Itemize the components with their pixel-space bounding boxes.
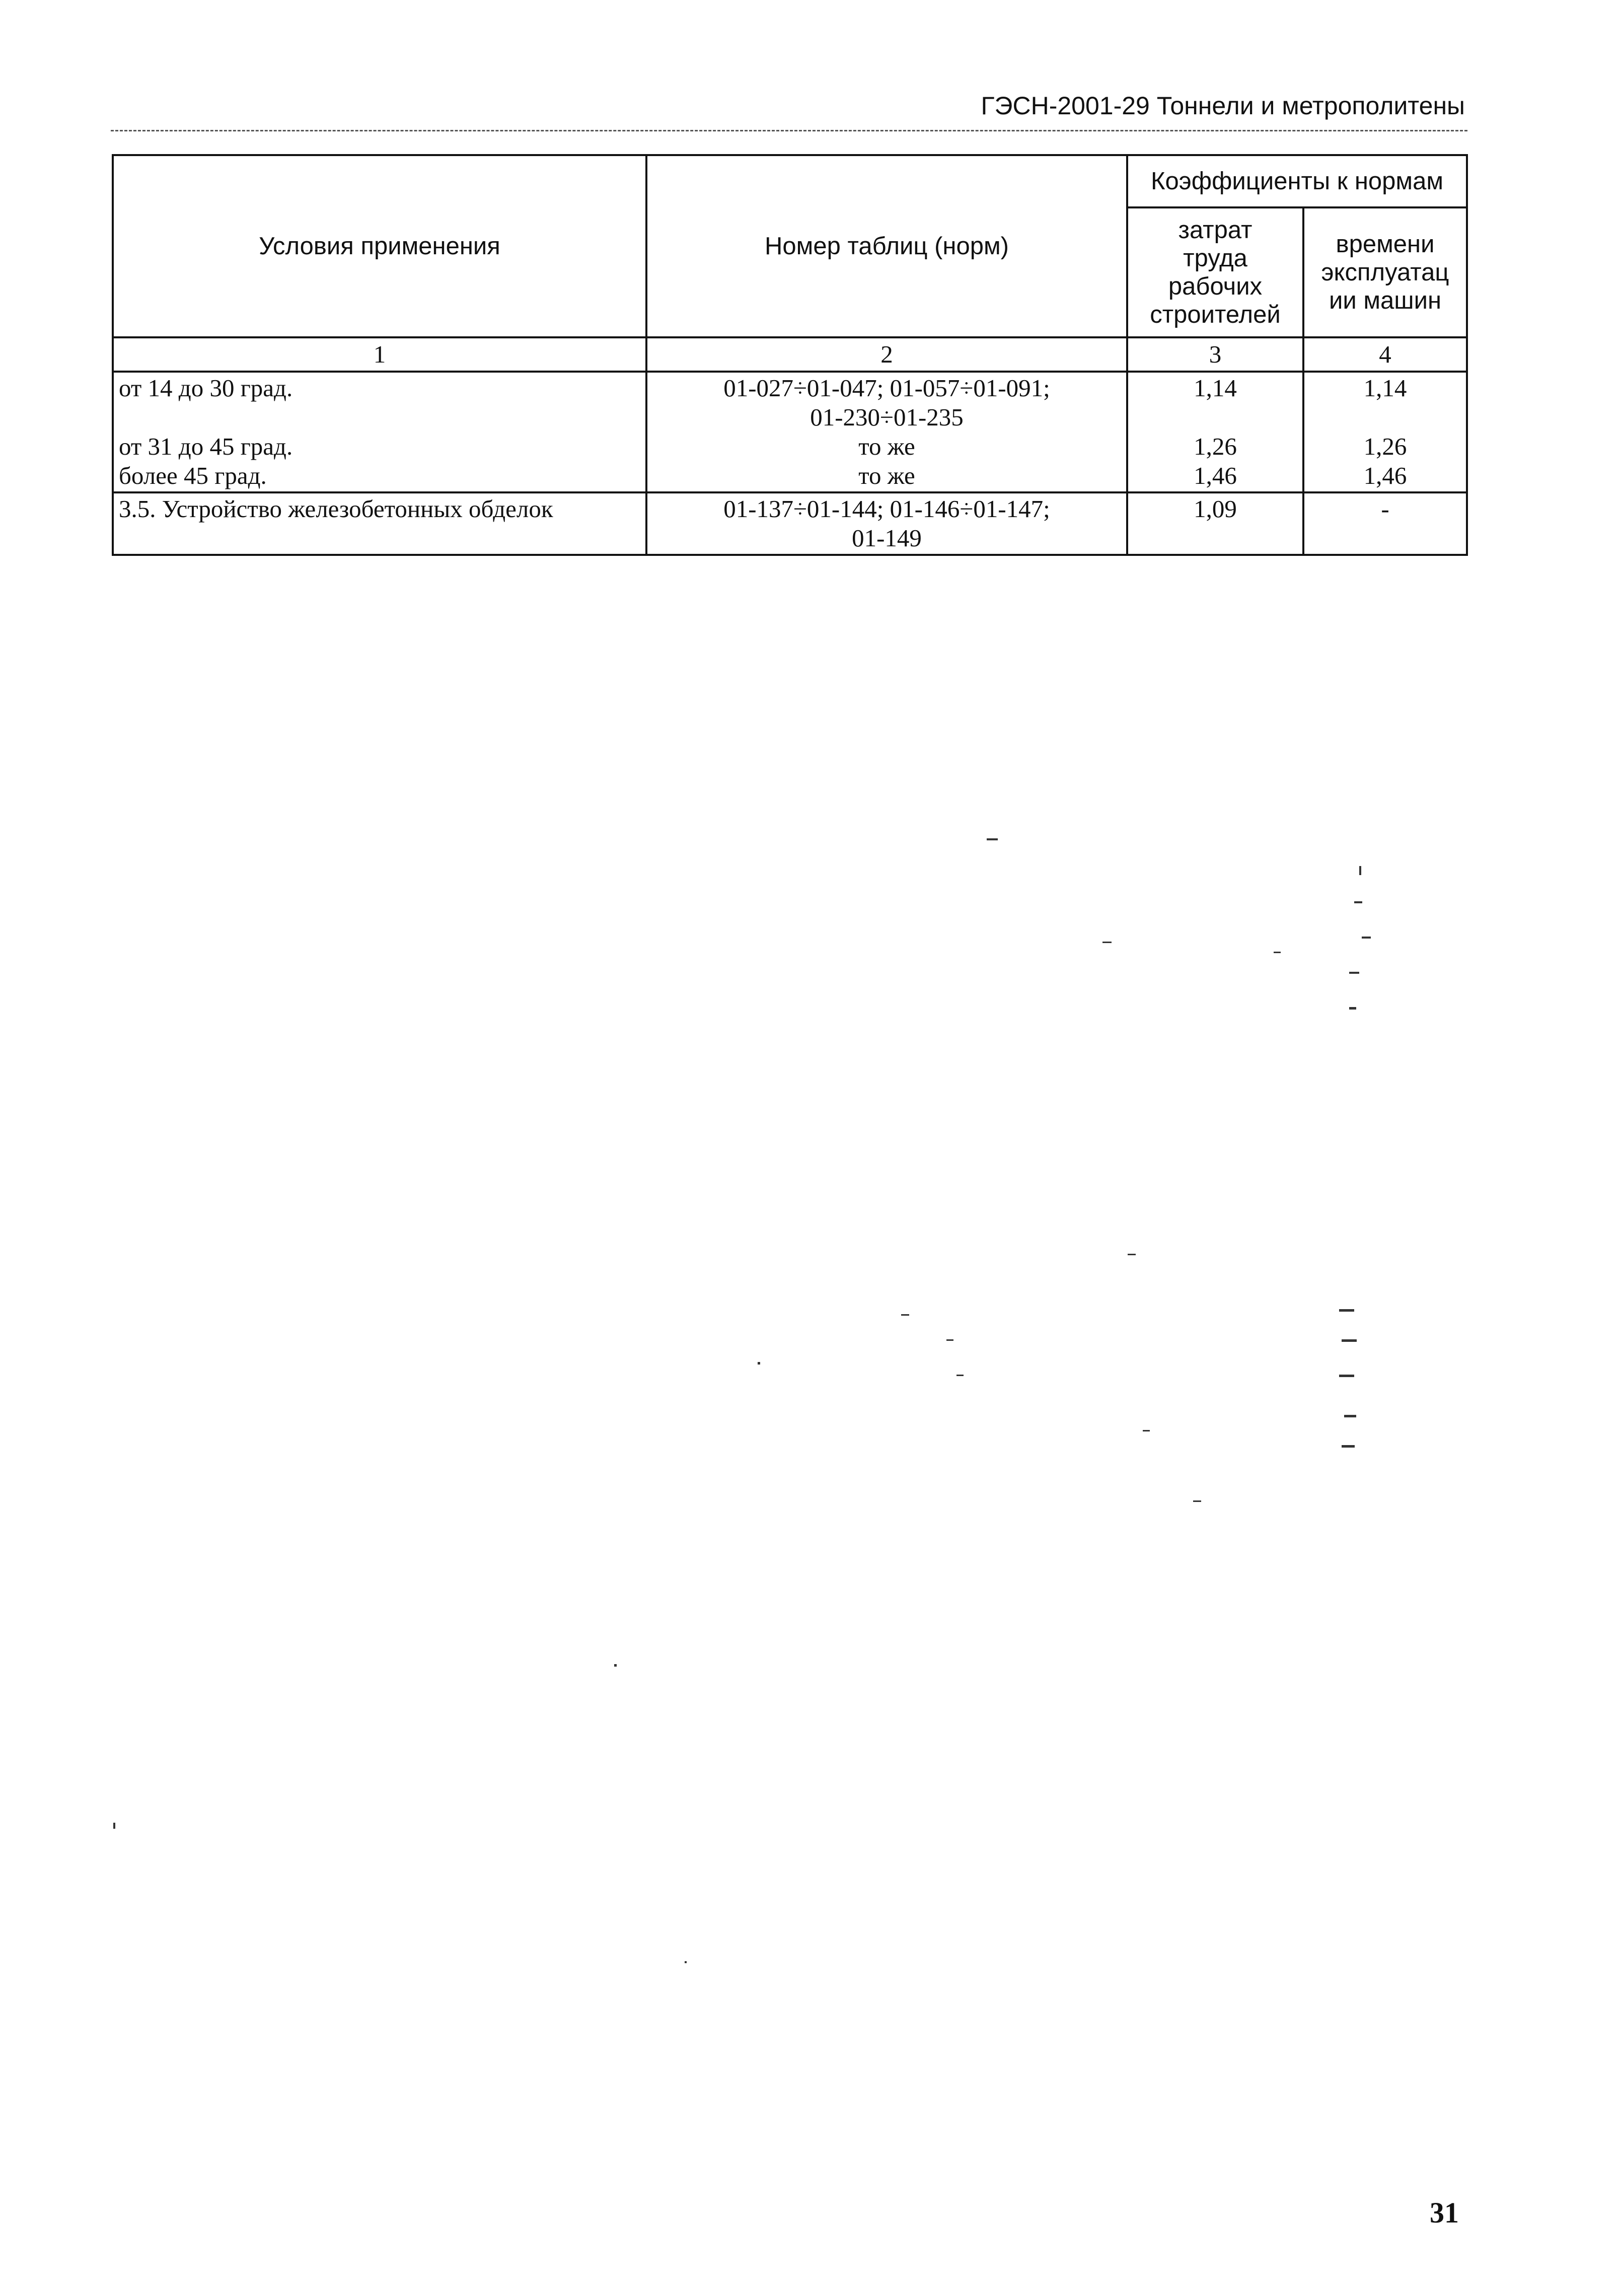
header-coefficients: Коэффициенты к нормам [1127,155,1467,207]
table-numbers-text: 01-027÷01-047; 01-057÷01-091; [723,374,1050,402]
labor-value: 1,09 [1194,495,1237,523]
labor-cell [1127,372,1303,492]
header-machines-line: времени [1336,231,1435,258]
scan-speck [1193,1500,1201,1502]
labor-value: 1,46 [1194,462,1237,489]
table-numbers-cell [646,492,1127,555]
machines-value: 1,14 [1363,374,1407,402]
header-table-numbers: Номер таблиц (норм) [646,155,1127,337]
header-labor-line: строителей [1150,301,1281,328]
header-machines-line: ии машин [1329,287,1442,314]
condition-text: от 14 до 30 град. [119,374,293,402]
scan-speck [685,1961,687,1963]
scan-speck [1339,1375,1354,1377]
scan-speck [956,1375,964,1376]
table-numbers-text: 01-149 [852,524,922,552]
labor-cell [1127,492,1303,555]
scan-speck [1344,1415,1356,1417]
machines-cell [1303,492,1467,555]
spacer [119,403,640,432]
scan-speck [614,1664,617,1667]
scan-speck [901,1314,909,1316]
column-number-row [113,337,1467,372]
header-machines-line: эксплуатац [1321,259,1449,286]
scan-speck [113,1823,115,1829]
machines-value: 1,46 [1363,462,1407,489]
column-number: 2 [646,337,1127,372]
table-numbers-text: то же [858,462,915,489]
spacer [1309,403,1461,432]
scan-speck [1342,1445,1355,1448]
table-numbers-text: 01-137÷01-144; 01-146÷01-147; [723,495,1050,523]
table-row [113,492,1467,555]
column-number: 1 [113,337,646,372]
scan-speck [758,1362,760,1365]
condition-cell [113,492,646,555]
labor-value: 1,26 [1194,433,1237,460]
table-numbers-cell [646,372,1127,492]
spacer [1133,403,1297,432]
labor-value: 1,14 [1194,374,1237,402]
coefficients-table [112,154,1468,556]
scan-speck [987,838,998,840]
scan-speck [1349,1007,1356,1010]
condition-text: более 45 град. [119,462,267,489]
scan-speck [1349,972,1359,974]
header-labor-line: рабочих [1168,273,1263,300]
scan-speck [1354,901,1362,903]
table-numbers-text: 01-230÷01-235 [810,403,964,431]
header-labor-line: труда [1183,245,1247,272]
scan-speck [1274,952,1281,953]
header-labor [1127,207,1303,337]
scan-speck [1362,937,1371,939]
table-row [113,372,1467,492]
scan-speck [1339,1309,1354,1312]
header-rule [111,130,1467,131]
scan-speck [1359,866,1361,875]
header-machines [1303,207,1467,337]
condition-text: от 31 до 45 град. [119,433,293,460]
scan-speck [1128,1254,1136,1255]
condition-text: 3.5. Устройство железобетонных обделок [119,495,553,523]
condition-cell [113,372,646,492]
column-number: 3 [1127,337,1303,372]
running-header: ГЭСН-2001-29 Тоннели и метрополитены [981,92,1465,120]
machines-value: 1,26 [1363,433,1407,460]
scan-speck [1102,942,1112,943]
scan-speck [946,1339,953,1341]
header-labor-line: затрат [1178,217,1252,244]
column-number: 4 [1303,337,1467,372]
scan-speck [1342,1339,1357,1342]
machines-cell [1303,372,1467,492]
table-numbers-text: то же [858,433,915,460]
scan-speck [1143,1430,1150,1431]
machines-value: - [1381,495,1389,523]
header-conditions: Условия применения [113,155,646,337]
page-number: 31 [1430,2196,1459,2229]
